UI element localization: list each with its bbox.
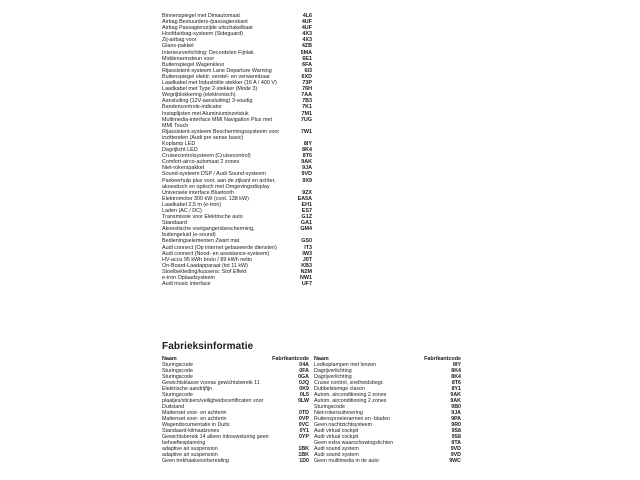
item-code: 7UG	[300, 116, 312, 123]
item-name: adaptive air suspension	[162, 446, 218, 453]
equipment-list	[162, 13, 312, 287]
item-name: Gewichtsbereik 14 alleen inbouwsturing geen behoeftesplanning	[162, 434, 269, 447]
equipment-item	[162, 178, 312, 190]
item-code: 6XD	[301, 73, 312, 80]
item-code: 9B0	[451, 404, 461, 411]
item-code: 0K9	[299, 386, 309, 393]
item-name: Aansluiting (12V-aansluiting) 3-voudig	[162, 98, 253, 105]
table-body	[314, 362, 461, 464]
item-code: G1Z	[301, 214, 312, 221]
item-code: EA5A	[297, 195, 312, 202]
item-code: 73P	[302, 80, 312, 87]
item-name: Instaplijsten met Aluminiuminzetstuk	[162, 110, 249, 117]
item-name: On-Board-Laadapparaat (tot 11 kW)	[162, 262, 248, 269]
item-code: 1BK	[298, 452, 309, 459]
table-body	[162, 362, 309, 464]
item-name: Stoelbekleding/kussens: Stof Effekt	[162, 268, 247, 275]
item-name: Koplamp LED	[162, 140, 196, 147]
item-name: Parkeerhulp plus voor, aan de zijkant en achter, akoestisch en optisch met Omgevingsdisplay	[162, 177, 276, 190]
item-name: Dubbelstemge claxon	[314, 386, 365, 393]
item-name: Laadkabel met Industriële stekker (16 A / 400 V)	[162, 80, 277, 87]
item-name: Rijassistent-systeem Beschermingssysteem voor inzittenden (Audi pre sense basic)	[162, 128, 280, 141]
item-code: 8K4	[302, 147, 312, 154]
item-code: 6E1	[302, 55, 312, 62]
column-header-code: Fabrikantcode	[424, 356, 461, 362]
item-code: 9ZX	[302, 189, 312, 196]
item-name: Sturingscode	[162, 392, 193, 399]
item-code: 7M1	[301, 110, 312, 117]
item-name: Buitenspiegel elektr. verstel- en verwarmbaar	[162, 73, 270, 80]
item-code: N2M	[300, 268, 312, 275]
item-name: Gewichtsklasse vooras gewichtsbereik 11	[162, 380, 260, 387]
item-name: Sturingscode	[162, 374, 193, 381]
item-name: Elektrische aandrijfijn	[162, 386, 213, 393]
item-name: Bandencontrole-indicator	[162, 104, 222, 111]
item-name: plaatjes/stickers/veiligheidscertificaten voor Duitsland	[162, 398, 264, 411]
item-code: 9S8	[451, 434, 461, 441]
item-code: IW3	[302, 250, 312, 257]
item-name: Binnenspiegel met Dimautomaat	[162, 13, 240, 19]
item-name: Standaard-kilmaatzones	[162, 428, 220, 435]
item-name: Dagrijlicht LED	[162, 147, 198, 154]
item-name: Dagrijverlichting	[314, 374, 352, 381]
item-code: 8K4	[451, 368, 461, 375]
item-name: Wegrijblokkering (elektronisch)	[162, 92, 236, 99]
item-code: 9AK	[301, 159, 312, 166]
item-code: GM4	[300, 226, 312, 233]
item-name: Rijassistent-systeem Lane Departure Warning	[162, 67, 272, 74]
item-name: Geen multimedia in de auto	[314, 458, 379, 465]
item-code: 0L5	[299, 392, 309, 399]
item-code: 4UF	[301, 25, 312, 32]
item-name: Sturingscode	[314, 404, 345, 411]
item-name: Audi connect (Op internet gebaseerde diensten)	[162, 244, 277, 251]
item-code: KB3	[301, 262, 312, 269]
item-name: Universele interface Bluetooth	[162, 189, 234, 196]
table-row	[314, 458, 461, 464]
item-code: 9R0	[451, 422, 461, 429]
item-code: 7W1	[300, 128, 312, 135]
item-name: Niet-rokersuitvoering	[314, 410, 363, 417]
item-code: 1D0	[299, 458, 309, 465]
item-code: 9S8	[451, 428, 461, 435]
item-code: 7AA	[301, 92, 312, 99]
item-name: Airbag Bestuurders-/passagierskant	[162, 19, 248, 26]
item-code: 4X3	[302, 37, 312, 44]
item-code: 0LW	[298, 398, 309, 405]
factory-table-left	[162, 356, 309, 464]
item-code: 8Y1	[451, 386, 461, 393]
table-row	[162, 398, 309, 410]
item-code: 0VC	[298, 422, 309, 429]
item-code: 9TA	[451, 440, 461, 447]
item-code: 9VD	[450, 452, 461, 459]
section-title: Fabrieksinformatie	[162, 341, 254, 352]
item-code: 8K4	[451, 374, 461, 381]
item-code: 9VD	[301, 171, 312, 178]
item-code: 6FA	[302, 61, 312, 68]
item-code: NW1	[300, 275, 312, 282]
item-code: ES7	[301, 208, 312, 214]
item-code: IT3	[304, 244, 312, 251]
item-name: Geen extra waarschuwingslichten	[314, 440, 394, 447]
item-name: Bedieningselementen Zwart mat	[162, 238, 240, 245]
factory-table-right	[314, 356, 461, 464]
item-code: 4ZB	[301, 43, 312, 50]
item-code: 0JQ	[298, 380, 309, 387]
item-code: 8T6	[451, 380, 461, 387]
item-code: 5MA	[300, 49, 312, 56]
item-code: 9JA	[302, 165, 312, 172]
item-name: Akoestische voetgangersbescherming, buitengeluid (e-sound)	[162, 226, 255, 239]
item-name: Comfort-airco-automaat 2 zones	[162, 159, 240, 166]
item-name: Audi virtual cockpit	[314, 434, 359, 441]
item-name: Cruise control, snelheidsbegr.	[314, 380, 384, 387]
item-name: Autom. airconditioning 2 zones	[314, 392, 387, 399]
item-name: Autom. airconditioning 2 zones	[314, 398, 387, 405]
item-code: 04A	[299, 362, 309, 369]
item-name: Sturingscode	[162, 362, 193, 369]
item-name: Sturingscode	[162, 368, 193, 375]
equipment-item	[162, 281, 312, 287]
item-code: 4UF	[301, 19, 312, 26]
item-name: Sound-systeem DSP / Audi Sound-systeem	[162, 171, 266, 178]
item-code: 9AK	[450, 392, 461, 399]
item-code: 1BK	[298, 446, 309, 453]
item-code: 9VD	[450, 446, 461, 453]
item-name: Geen nachtzichtsysteem	[314, 422, 372, 429]
item-code: 0TD	[298, 410, 309, 417]
item-code: J0T	[302, 256, 312, 263]
item-name: Mattenset voor- en achterin	[162, 410, 227, 417]
item-name: Audi virtual cockpit	[314, 428, 359, 435]
item-name: Hoofdairbag-systeem (Sideguard)	[162, 31, 243, 38]
item-name: Geen trekhaakvoorbereiding	[162, 458, 229, 465]
item-code: 8T6	[302, 153, 312, 160]
item-name: Wagendocumentatie in Duits	[162, 422, 230, 429]
item-code: 9JA	[451, 410, 461, 417]
equipment-item	[162, 226, 312, 238]
item-name: Standaard	[162, 220, 187, 227]
item-name: Transmissie voor Elektrische auto	[162, 214, 243, 221]
item-name: Audi sound system	[314, 446, 359, 453]
item-code: 6I3	[304, 67, 312, 74]
item-name: Cruisecontrolsysteem (Cruisecontrol)	[162, 153, 251, 160]
item-name: adaptive air suspension	[162, 452, 218, 459]
item-name: Laadkabel met Type 2-stekker (Mode 3)	[162, 86, 258, 93]
item-code: 9PA	[451, 416, 461, 423]
item-code: 0GA	[298, 374, 309, 381]
item-code: UF7	[301, 281, 312, 288]
item-name: Middenarmsteun voor	[162, 55, 215, 62]
item-code: EH1	[301, 201, 312, 208]
item-code: 8IY	[303, 140, 312, 147]
item-code: 4X3	[302, 31, 312, 38]
item-code: GS0	[301, 238, 312, 245]
item-code: 0FA	[299, 368, 309, 375]
item-name: Ledkoplampen met lenzen	[314, 362, 377, 369]
item-name: Elektromotor 300 kW (cont. 138 kW)	[162, 195, 249, 202]
item-code: 0VP	[298, 416, 309, 423]
item-name: Interieurverlichting: Decordelen Fijnlak	[162, 49, 254, 56]
item-name: Audi music interface	[162, 281, 211, 288]
item-name: Buitenspiegel Wagenkleur	[162, 61, 225, 68]
item-name: Audi connect (Nood- en assistance-systeem)	[162, 250, 270, 257]
item-name: Laden (AC / DC)	[162, 208, 202, 214]
item-name: e-tron Oplaadsysteem	[162, 275, 216, 282]
table-row	[162, 458, 309, 464]
item-code: 7B3	[302, 98, 312, 105]
item-name: Glans-pakket	[162, 43, 194, 50]
item-name: Audi sound system	[314, 452, 359, 459]
equipment-item	[162, 117, 312, 129]
item-name: Ruitensproeierarmen en -bladen	[314, 416, 390, 423]
item-name: Mattenset voor- en achterin	[162, 416, 227, 423]
item-code: 7K1	[302, 104, 312, 111]
item-name: HV-accu 95 kWh bruto / 89 kWh netto	[162, 256, 253, 263]
item-code: 9WC	[449, 458, 461, 465]
column-header-code: Fabrikantcode	[272, 356, 309, 362]
item-code: 8IY	[453, 362, 461, 369]
item-name: Airbag Passagierszijde uitschakelbaar	[162, 25, 254, 32]
table-row	[162, 434, 309, 446]
item-code: 4L6	[302, 13, 312, 19]
item-code: 9X9	[302, 177, 312, 184]
item-code: 76H	[302, 86, 312, 93]
column-header-name: Naam	[162, 356, 177, 362]
item-name: Zij-airbag voor	[162, 37, 197, 44]
item-code: 0Y1	[299, 428, 309, 435]
item-name: Multimedia-interface MMI Navigation Plus met MMI Touch	[162, 116, 272, 129]
item-code: GA1	[300, 220, 312, 227]
item-name: Niet-rokerspakket	[162, 165, 205, 172]
item-code: 0YP	[298, 434, 309, 441]
item-name: Laadkabel 2,5 m (e-tron)	[162, 201, 222, 208]
item-code: 9AK	[450, 398, 461, 405]
item-name: Dagrijverlichting	[314, 368, 352, 375]
equipment-item	[162, 129, 312, 141]
column-header-name: Naam	[314, 356, 329, 362]
